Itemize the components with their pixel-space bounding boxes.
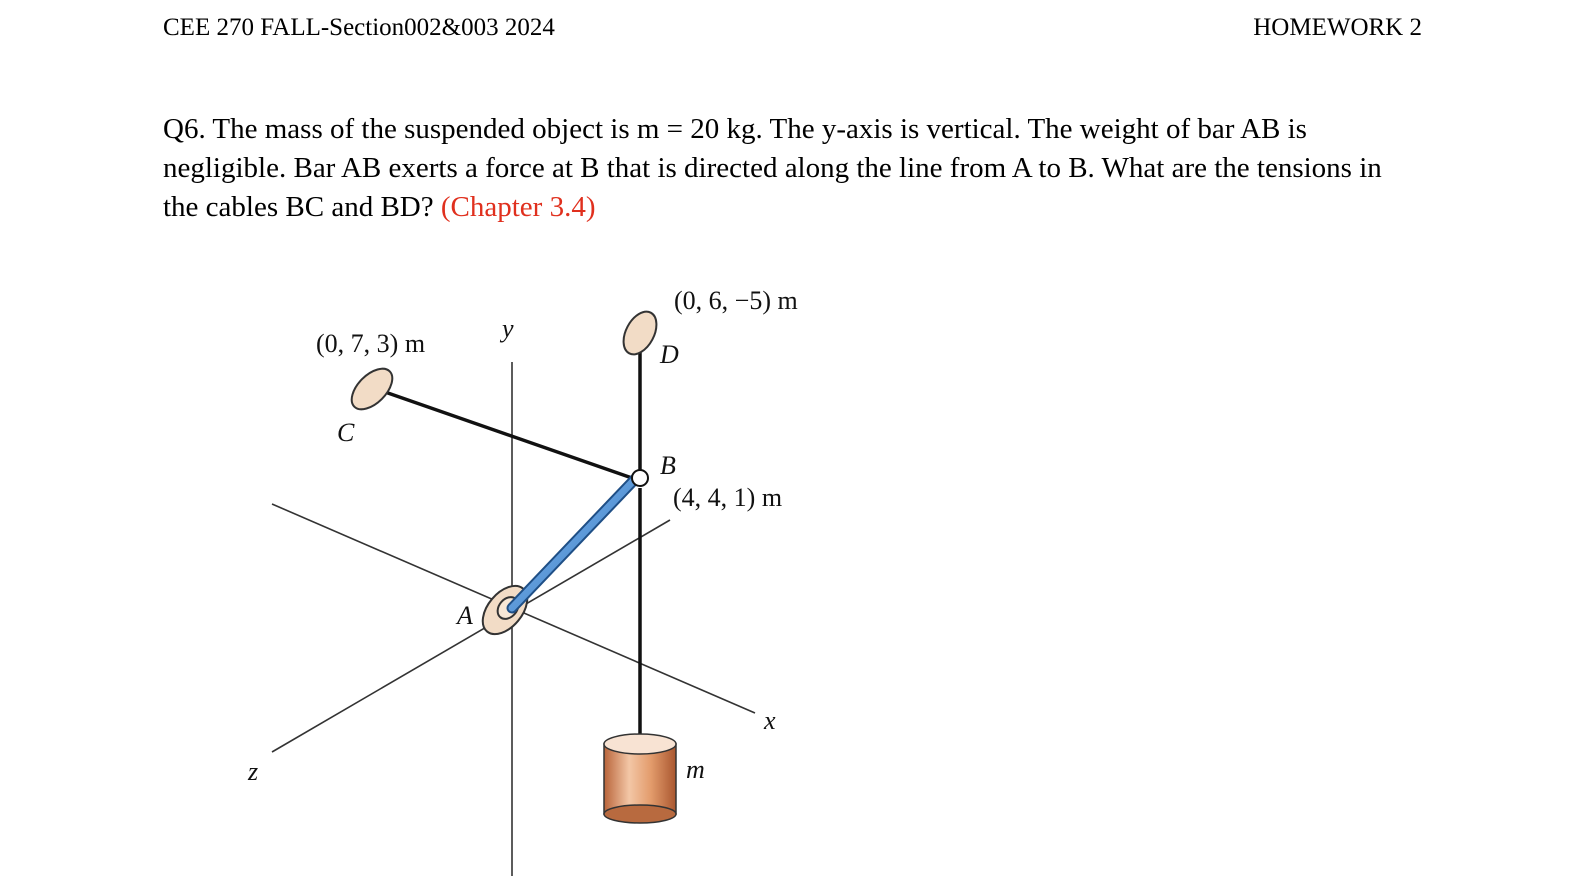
- chapter-reference: (Chapter 3.4): [440, 191, 596, 223]
- label-axis-x: x: [764, 706, 776, 735]
- mass-top: [604, 734, 676, 754]
- mass-bottom: [604, 805, 676, 823]
- label-point-a: A: [457, 601, 473, 630]
- label-mass: m: [686, 755, 705, 784]
- anchor-c: [344, 361, 399, 416]
- label-point-c: C: [337, 418, 355, 447]
- bar-ab: [512, 478, 636, 608]
- label-point-d: D: [660, 340, 679, 369]
- question-body: Q6. The mass of the suspended object is m = 20 kg. The y-axis is vertical. The weight of bar AB is negligible. Bar AB exerts a force at B that is directed along the line from A to B. What are the tensions in the cables BC and BD?: [163, 113, 1382, 223]
- course-title: CEE 270 FALL-Section002&003 2024: [163, 14, 555, 41]
- label-axis-y: y: [502, 314, 514, 343]
- joint-b: [632, 470, 648, 486]
- label-point-b: B: [660, 451, 676, 480]
- label-coord-b: (4, 4, 1) m: [673, 483, 783, 512]
- label-axis-z: z: [248, 757, 259, 786]
- z-axis: [272, 520, 670, 752]
- cable-bc: [385, 392, 632, 478]
- label-coord-d: (0, 6, −5) m: [674, 286, 798, 315]
- assignment-title: HOMEWORK 2: [1253, 14, 1422, 41]
- label-coord-c: (0, 7, 3) m: [316, 329, 426, 358]
- anchor-d: [617, 306, 663, 360]
